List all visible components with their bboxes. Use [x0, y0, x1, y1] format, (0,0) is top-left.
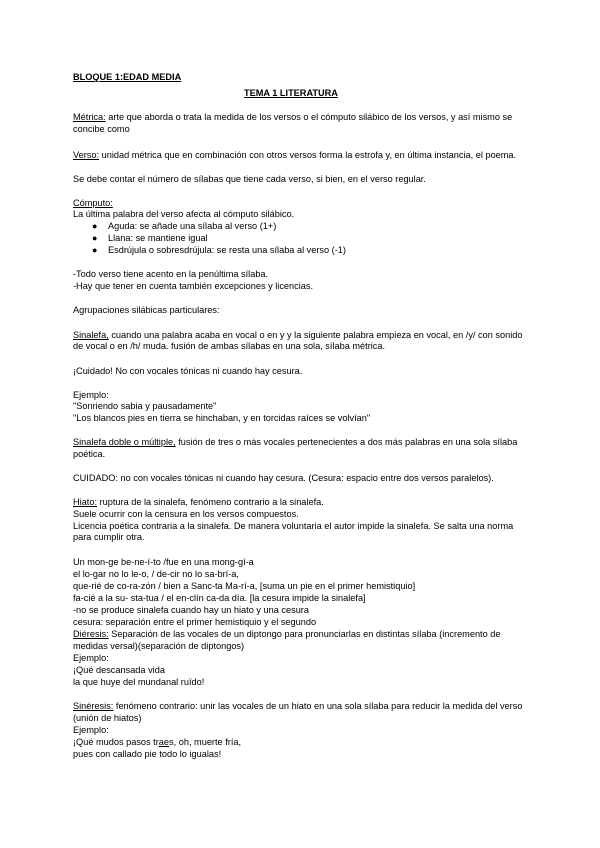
hiato-example-line: que-rié de co-ra-zón / bien a Sanc-ta Ma-rí-a, [suma un pie en el primer hemistiquio] [73, 581, 416, 591]
hiato-def: ruptura de la sinalefa, fenómeno contrario a la sinalefa. [97, 497, 324, 507]
sineresis-term: Sinéresis: [73, 701, 114, 711]
sineresis-line-1 [73, 701, 522, 712]
cuidado-1: ¡Cuidado! No con vocales tónicas ni cuando hay cesura. [73, 366, 303, 376]
ejemplo-1-label: Ejemplo: [73, 390, 109, 400]
dieresis-example-line: ¡Qué descansada vida [73, 665, 165, 675]
sineresis-example-line-2: pues con callado pie todo lo igualas! [73, 749, 222, 759]
dieresis-term: Diéresis: [73, 629, 109, 639]
note-acento: -Todo verso tiene acento en la penúltima sílaba. [73, 269, 269, 279]
metrica-line-1 [73, 112, 512, 123]
metrica-term: Métrica: [73, 112, 106, 122]
sineresis-def-2: (unión de hiatos) [73, 713, 142, 723]
hiato-line-3: Licencia poética contraria a la sinalefa. De manera voluntaria el autor impide la sinalefa. Se salta una norma [73, 521, 514, 531]
bullet-icon: ● [92, 221, 98, 231]
dieresis-ejemplo-label: Ejemplo: [73, 653, 109, 663]
bloque-heading: BLOQUE 1:EDAD MEDIA [73, 72, 182, 82]
verso-line [73, 150, 516, 161]
hiato-line-2: Suele ocurrir con la censura en los versos compuestos. [73, 509, 299, 519]
tema-heading: TEMA 1 LITERATURA [244, 88, 338, 98]
hiato-example-note: cesura: separación entre el primer hemistiquio y el segundo [73, 617, 317, 627]
note-excepciones: -Hay que tener en cuenta también excepciones y licencias. [73, 281, 314, 291]
sinalefa-term: Sinalefa, [73, 330, 109, 340]
computo-bullet-llana: Llana: se mantiene igual [108, 233, 208, 243]
dieresis-def-2: medidas versal)(separación de diptongos) [73, 641, 245, 651]
sinalefa-doble-line-1 [73, 437, 517, 448]
ejemplo-1-line-1: "Sonriendo sabia y pausadamente" [73, 401, 217, 411]
metrica-def-2: concibe como [73, 124, 130, 134]
agrupaciones-heading: Agrupaciones silábicas particulares: [73, 305, 220, 315]
hiato-example-line: fa-cié a la su- sta-tua / el en-clín ca-da día. [la cesura impide la sinalefa] [73, 593, 366, 603]
hiato-term: Hiato: [73, 497, 98, 507]
sineresis-line-1-underlined: ae [158, 737, 170, 747]
sinalefa-doble-term: Sinalefa doble o múltiple, [73, 437, 176, 447]
sinalefa-def-2: de vocal o en /h/ muda. fusión de ambas sílabas en una sola, sílaba métrica. [73, 341, 386, 351]
computo-term: Cómputo: [73, 198, 113, 208]
ejemplo-1-line-2: "Los blancos pies en tierra se hinchaban, y en torcidas raíces se volvían" [73, 413, 371, 423]
dieresis-example-line: la que huye del mundanal ruïdo! [73, 677, 205, 687]
bullet-icon: ● [92, 245, 98, 255]
sinalefa-doble-def-2: poética. [73, 449, 106, 459]
verso-def: unidad métrica que en combinación con otros versos forma la estrofa y, en última instancia, el poema. [99, 150, 517, 160]
metrica-def-1: arte que aborda o trata la medida de los versos o el cómputo silábico de los versos, y así mismo se [105, 112, 513, 122]
dieresis-line-1 [73, 629, 500, 640]
cuidado-2: CUIDADO: no con vocales tónicas ni cuando hay cesura. (Cesura: espacio entre dos versos paralelos). [73, 473, 494, 483]
sineresis-ejemplo-label: Ejemplo: [73, 725, 109, 735]
hiato-line-4: para cumplir otra. [73, 532, 145, 542]
computo-bullet-esdrujula: Esdrújula o sobresdrújula: se resta una sílaba al verso (-1) [108, 245, 346, 255]
hiato-example-line: Un mon-ge be-ne-í-to /fue en una mong-gí-a [73, 557, 254, 567]
computo-intro: La última palabra del verso afecta al cómputo silábico. [73, 209, 295, 219]
sinalefa-def-1: cuando una palabra acaba en vocal o en y y la siguiente palabra empieza en vocal, en /y/ con sonido [108, 330, 523, 340]
contar-line: Se debe contar el número de sílabas que tiene cada verso, si bien, en el verso regular. [73, 174, 426, 184]
sineresis-def-1: fenómeno contrario: unir las vocales de un hiato en una sola sílaba para reducir la medida del verso [113, 701, 523, 711]
sineresis-line-1-pre: ¡Qué mudos pasos tr [73, 737, 159, 747]
sineresis-line-1-post: s, oh, muerte fría, [169, 737, 242, 747]
hiato-example-note: -no se produce sinalefa cuando hay un hiato y una cesura [73, 605, 309, 615]
sinalefa-line-1 [73, 330, 522, 341]
sinalefa-doble-def-1: fusión de tres o más vocales pertenecientes a dos más palabras en una sola sílaba [175, 437, 518, 447]
sineresis-example-line-1 [73, 737, 241, 748]
hiato-line [73, 497, 324, 508]
dieresis-def-1: Separación de las vocales de un diptongo para pronunciarlas en distintas sílaba (incremento de [108, 629, 501, 639]
bullet-icon: ● [92, 233, 98, 243]
hiato-example-line: el lo-gar no lo le-o, / de-cir no lo sa-brí-a, [73, 569, 239, 579]
verso-term: Verso: [73, 150, 100, 160]
computo-bullet-aguda: Aguda: se añade una sílaba al verso (1+) [108, 221, 277, 231]
